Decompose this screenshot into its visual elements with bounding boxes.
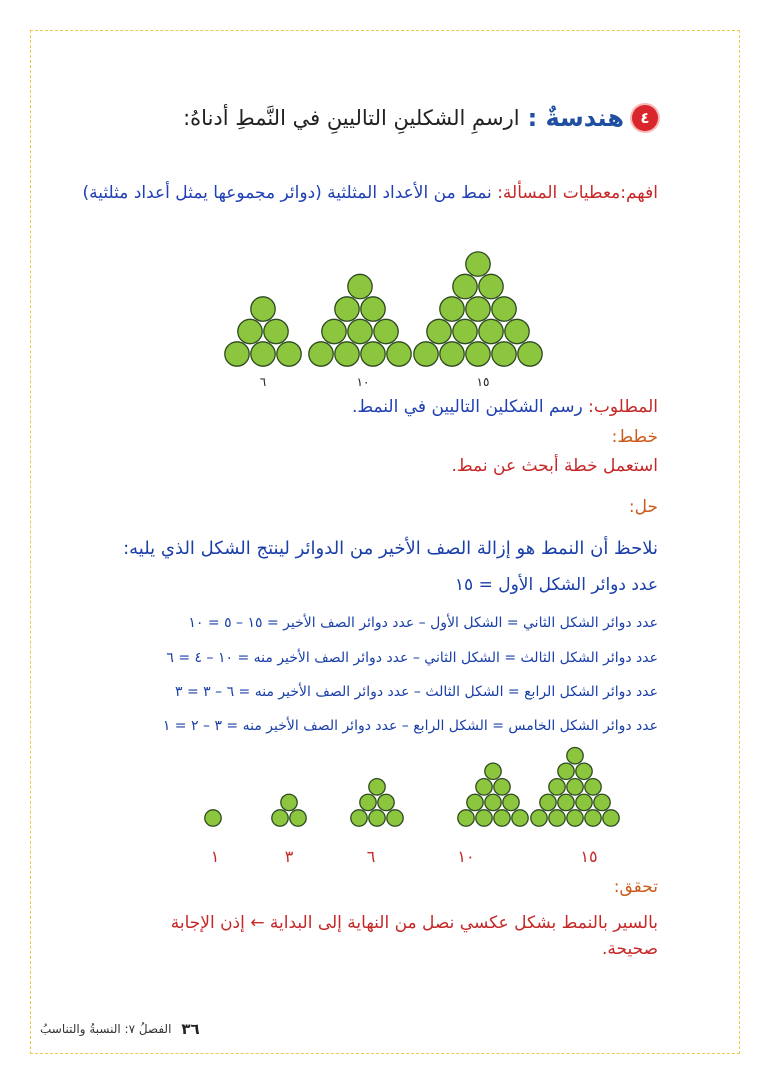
circle (414, 342, 438, 366)
calc-line-3: عدد دوائر الشكل الثالث = الشكل الثاني – عدد دوائر الصف الأخير منه = ١٠ – ٤ = ٦ (166, 650, 658, 666)
required-text: رسم الشكلين التاليين في النمط. (351, 397, 589, 417)
circle (348, 274, 372, 298)
circle (361, 297, 385, 321)
circle (558, 794, 574, 810)
circle (512, 810, 528, 826)
check-label: تحقق: (613, 877, 658, 897)
circle (387, 342, 411, 366)
circle (576, 794, 592, 810)
circle (348, 319, 372, 343)
page-number: ٣٦ (181, 1020, 200, 1038)
understand-label: افهم: (620, 183, 658, 203)
bottom-label-15: ١٥ (580, 847, 598, 866)
circle (466, 342, 490, 366)
circle (387, 810, 403, 826)
circle (476, 779, 492, 795)
chapter-title: الفصلُ ٧: النسبةُ والتناسبُ (40, 1022, 172, 1036)
circle (322, 319, 346, 343)
circle (479, 274, 503, 298)
triangle-15 (414, 252, 542, 366)
required-section (120, 397, 658, 417)
circle (205, 810, 221, 826)
bottom-triangle-1 (205, 810, 221, 826)
circle (458, 810, 474, 826)
top-label-6: ٦ (259, 375, 267, 389)
circle (466, 297, 490, 321)
givens-label: معطيات المسألة: (497, 183, 621, 203)
circle (585, 779, 601, 795)
circle (485, 794, 501, 810)
circle (251, 342, 275, 366)
circle (549, 810, 565, 826)
circle (558, 763, 574, 779)
circle (440, 342, 464, 366)
bottom-label-1: ١ (210, 847, 220, 866)
circle (309, 342, 333, 366)
circle (540, 794, 556, 810)
circle (290, 810, 306, 826)
circle (453, 319, 477, 343)
title-word: هندسةٌ : (527, 104, 624, 132)
required-label: المطلوب: (588, 397, 658, 417)
circle (225, 342, 249, 366)
circle (378, 794, 394, 810)
circle (281, 794, 297, 810)
bottom-triangle-3 (272, 794, 306, 826)
circle (567, 748, 583, 764)
circle (466, 252, 490, 276)
check-text: بالسير بالنمط بشكل عكسي نصل من النهاية إلى البداية ← إذن الإجابة صحيحة. (170, 913, 658, 959)
bottom-label-6: ٦ (366, 847, 376, 866)
circle (494, 810, 510, 826)
bottom-triangle-6 (351, 779, 403, 827)
circle (518, 342, 542, 366)
circle (567, 779, 583, 795)
circle (492, 297, 516, 321)
circle (360, 794, 376, 810)
top-label-10: ١٠ (356, 375, 370, 389)
givens-text: نمط من الأعداد المثلثية (دوائر مجموعها يمثل أعداد مثلثية) (82, 183, 498, 203)
circle (351, 810, 367, 826)
circle (585, 810, 601, 826)
circle (603, 810, 619, 826)
circle (374, 319, 398, 343)
calc-line-5: عدد دوائر الشكل الخامس = الشكل الرابع – عدد دوائر الصف الأخير منه = ٣ – ٢ = ١ (162, 718, 658, 734)
circle (272, 810, 288, 826)
first-figure-count: عدد دوائر الشكل الأول = ١٥ (454, 575, 658, 595)
calc-line-2: عدد دوائر الشكل الثاني = الشكل الأول – عدد دوائر الصف الأخير = ١٥ – ٥ = ١٠ (188, 615, 658, 631)
problem-number-badge: ٤ (632, 105, 658, 131)
circle (467, 794, 483, 810)
circle (238, 319, 262, 343)
circle (277, 342, 301, 366)
solve-label: حل: (628, 497, 658, 517)
circle (576, 763, 592, 779)
circle (567, 810, 583, 826)
circle (549, 779, 565, 795)
bottom-label-10: ١٠ (457, 847, 475, 866)
circle (494, 779, 510, 795)
top-label-15: ١٥ (476, 375, 490, 389)
triangle-10 (309, 274, 411, 366)
circle (440, 297, 464, 321)
circle (453, 274, 477, 298)
circle (485, 763, 501, 779)
plan-text: استعمل خطة أبحث عن نمط. (451, 456, 658, 476)
circle (531, 810, 547, 826)
plan-label: خطط: (611, 427, 658, 447)
circle (251, 297, 275, 321)
circle (361, 342, 385, 366)
circle (369, 810, 385, 826)
circle (476, 810, 492, 826)
circle (369, 779, 385, 795)
circle (505, 319, 529, 343)
circle (503, 794, 519, 810)
bottom-triangle-10 (458, 763, 528, 826)
circle (492, 342, 516, 366)
circle (335, 342, 359, 366)
bottom-label-3: ٣ (284, 847, 294, 866)
circle (594, 794, 610, 810)
circle (479, 319, 503, 343)
page-footer (40, 1020, 200, 1038)
triangle-6 (225, 297, 301, 366)
circle (264, 319, 288, 343)
title-text: ارسمِ الشكلينِ التاليينِ في النَّمطِ أدناهُ: (183, 106, 520, 130)
observation-text: نلاحظ أن النمط هو إزالة الصف الأخير من الدوائر لينتج الشكل الذي يليه: (123, 538, 658, 559)
circle (335, 297, 359, 321)
bottom-triangle-15 (531, 748, 619, 827)
circle (427, 319, 451, 343)
calc-line-4: عدد دوائر الشكل الرابع = الشكل الثالث – عدد دوائر الصف الأخير منه = ٦ – ٣ = ٣ (174, 684, 658, 700)
